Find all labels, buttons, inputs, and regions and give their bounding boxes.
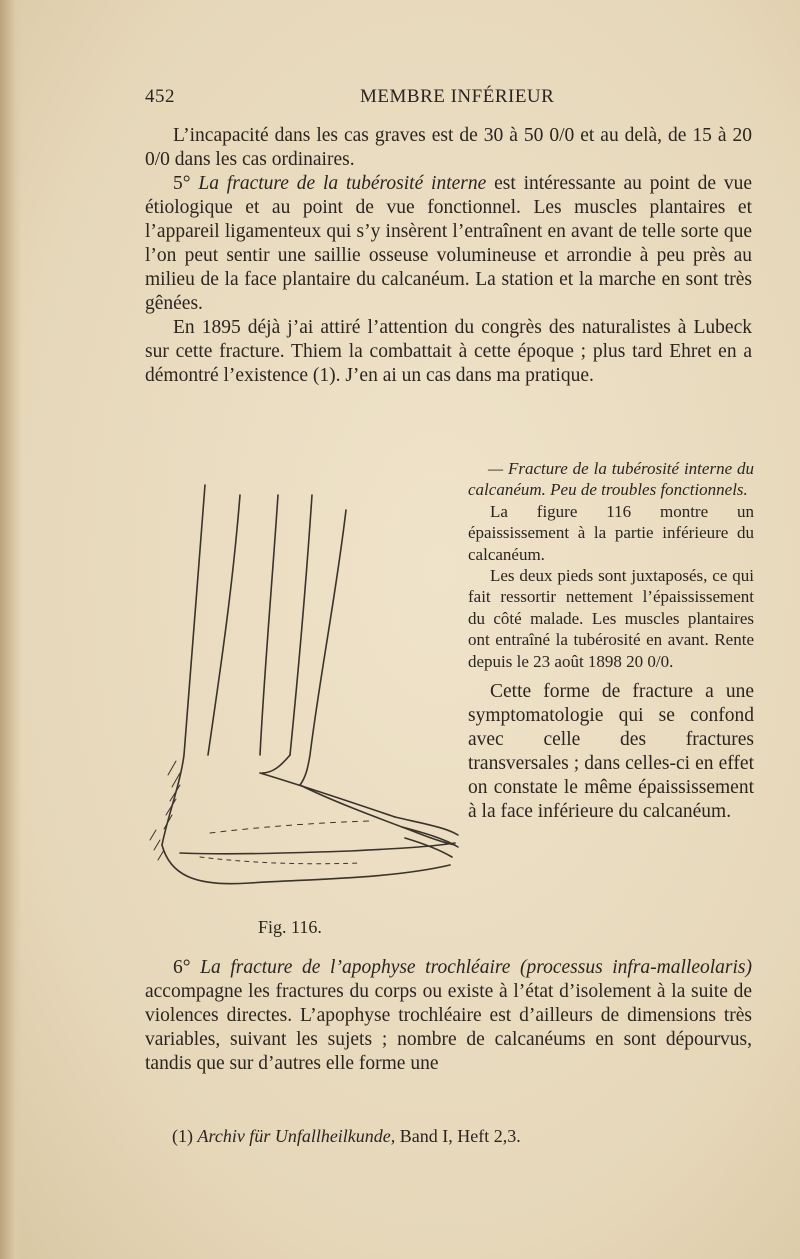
side-body [468, 680, 754, 824]
section-title-trochlear: La fracture de l’apophyse trochléaire (processus infra-malleolaris) [200, 957, 752, 978]
paragraph-trochlear [145, 956, 752, 1076]
page-header [145, 86, 745, 110]
running-head: MEMBRE INFÉRIEUR [360, 86, 555, 107]
figure-caption: Fig. 116. [258, 917, 322, 937]
footnote-reference: Band I, Heft 2,3. [399, 1126, 521, 1146]
page-number: 452 [145, 86, 175, 107]
paragraph-symptomatology: Cette forme de fracture a une symptomatologie qui se confond avec celle des fractures transversales ; dans celles-ci en effet on constate le même épaississement à la face inférieure du calcanéum. [468, 681, 754, 823]
paragraph-1895: En 1895 déjà j’ai attiré l’attention du congrès des naturalistes à Lubeck sur cette fracture. Thiem la combattait à cette époque ; plus tard Ehret en a démontré l’existence (1). J’en ai un cas dans ma pratique. [145, 317, 752, 386]
paragraph-tuberosity-body: est intéressante au point de vue étiologique et au point de vue fonctionnel. Les muscles plantaires et l’appareil ligamenteux qui s’y insèrent l’entraînent en avant de telle sorte que l’on peut sentir une saillie osseuse volumineuse et arrondie à peu près au milieu de la face plantaire du calcanéum. La station et la marche en sont très gênées. [145, 173, 752, 314]
leg-outline-left [162, 485, 205, 845]
footnote [172, 1126, 521, 1147]
footnote-source: Archiv für Unfallheilkunde, [197, 1126, 396, 1146]
foot-drawing [140, 455, 465, 915]
figure-legend-p1: La figure 116 montre un épaississement à la partie inférieure du calcanéum. [468, 501, 754, 564]
side-text-block [468, 458, 754, 824]
paragraph-trochlear-body: accompagne les fractures du corps ou existe à l’état d’isolement à la suite de violences directes. L’apophyse trochléaire est d’ailleurs de dimensions très variables, suivant les sujets ; nombre de calcanéums en sont dépourvus, tandis que sur d’autres elle forme une [145, 981, 752, 1074]
paragraph-incapacity: L’incapacité dans les cas graves est de 30 à 50 0/0 et au delà, de 15 à 20 0/0 dans les cas ordinaires. [145, 125, 752, 170]
paragraph-tuberosity [145, 172, 752, 316]
section-title-tuberosity: La fracture de la tubérosité interne [198, 173, 487, 194]
figure-legend-title: — Fracture de la tubérosité interne du calcanéum. Peu de troubles fonctionnels. [468, 459, 754, 500]
section-number-5: 5° [173, 173, 191, 194]
page-spine-shadow [0, 0, 22, 1259]
footnote-marker: (1) [172, 1126, 193, 1146]
figure-legend [468, 458, 754, 672]
figure-legend-p2: Les deux pieds sont juxtaposés, ce qui fait ressortir nettement l’épaississement du côté malade. Les muscles plantaires ont entraîné la tubérosité en avant. Rente depuis le 23 août 1898 20 0/0. [468, 566, 754, 671]
bottom-text-block [145, 956, 752, 1076]
figure-116 [140, 455, 465, 955]
top-text-block [145, 124, 752, 388]
leg-outline-right [290, 495, 312, 755]
sole-outline [162, 845, 450, 884]
section-number-6: 6° [173, 957, 191, 978]
